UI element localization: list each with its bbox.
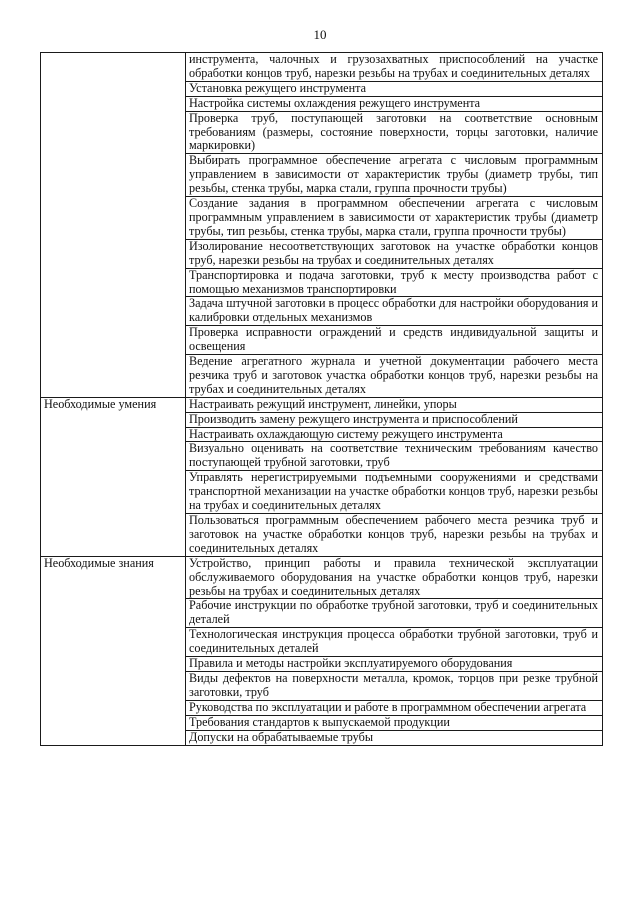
page-number: 10 [313, 27, 327, 42]
section-item: Задача штучной заготовки в процесс обработки для настройки оборудования и калибровки отдельных механизмов [186, 297, 603, 326]
requirements-table-body [41, 53, 603, 746]
section-item: Управлять нерегистрируемыми подъемными сооружениями и средствами транспортной механизации на участке обработки концов труб, нарезки резьбы на трубах и соединительных деталях [186, 471, 603, 514]
section-item: Визуально оценивать на соответствие техническим требованиям качество поступающей трубной заготовки, труб [186, 442, 603, 471]
section-item: Устройство, принцип работы и правила технической эксплуатации обслуживаемого оборудования на участке обработки концов труб, нарезки резьбы на трубах и соединительных деталях [186, 556, 603, 599]
section-item: Требования стандартов к выпускаемой продукции [186, 715, 603, 730]
section-item: Допуски на обрабатываемые трубы [186, 730, 603, 745]
section-label [41, 53, 186, 398]
table-row [41, 53, 603, 82]
section-label: Необходимые знания [41, 556, 186, 745]
table-row [41, 556, 603, 599]
section-item: Рабочие инструкции по обработке трубной заготовки, труб и соединительных деталей [186, 599, 603, 628]
section-item: Транспортировка и подача заготовки, труб к месту производства работ с помощью механизмов транспортировки [186, 268, 603, 297]
section-item: Пользоваться программным обеспечением рабочего места резчика труб и заготовок на участке обработки концов труб, нарезки резьбы на трубах и соединительных деталях [186, 514, 603, 557]
section-item: Настраивать режущий инструмент, линейки, упоры [186, 397, 603, 412]
section-item: Настройка системы охлаждения режущего инструмента [186, 96, 603, 111]
section-item: Установка режущего инструмента [186, 81, 603, 96]
section-item: Выбирать программное обеспечение агрегата с числовым программным управлением в зависимости от характеристик трубы (диаметр трубы, тип резьбы, стенка трубы, марка стали, группа прочности трубы) [186, 154, 603, 197]
section-item: Изолирование несоответствующих заготовок на участке обработки концов труб, нарезки резьбы на трубах и соединительных деталях [186, 239, 603, 268]
section-item: Проверка труб, поступающей заготовки на соответствие основным требованиям (размеры, состояние поверхности, торцы заготовки, наличие маркировки) [186, 111, 603, 154]
section-item: инструмента, чалочных и грузозахватных приспособлений на участке обработки концов труб, нарезки резьбы на трубах и соединительных деталях [186, 53, 603, 82]
section-item: Производить замену режущего инструмента и приспособлений [186, 412, 603, 427]
section-item: Проверка исправности ограждений и средств индивидуальной защиты и освещения [186, 326, 603, 355]
table-row [41, 397, 603, 412]
section-item: Создание задания в программном обеспечении агрегата с числовым программным управлением в зависимости от характеристик трубы (диаметр трубы, тип резьбы, стенка трубы, марка стали, группа прочности трубы) [186, 197, 603, 240]
section-item: Настраивать охлаждающую систему режущего инструмента [186, 427, 603, 442]
section-item: Технологическая инструкция процесса обработки трубной заготовки, труб и соединительных деталей [186, 628, 603, 657]
section-item: Руководства по эксплуатации и работе в программном обеспечении агрегата [186, 700, 603, 715]
section-item: Виды дефектов на поверхности металла, кромок, торцов при резке трубной заготовки, труб [186, 671, 603, 700]
section-item: Ведение агрегатного журнала и учетной документации рабочего места резчика труб и заготовок участка обработки концов труб, нарезки резьбы на трубах и соединительных деталях [186, 355, 603, 398]
section-item: Правила и методы настройки эксплуатируемого оборудования [186, 657, 603, 672]
section-label: Необходимые умения [41, 397, 186, 556]
requirements-table [40, 52, 603, 746]
